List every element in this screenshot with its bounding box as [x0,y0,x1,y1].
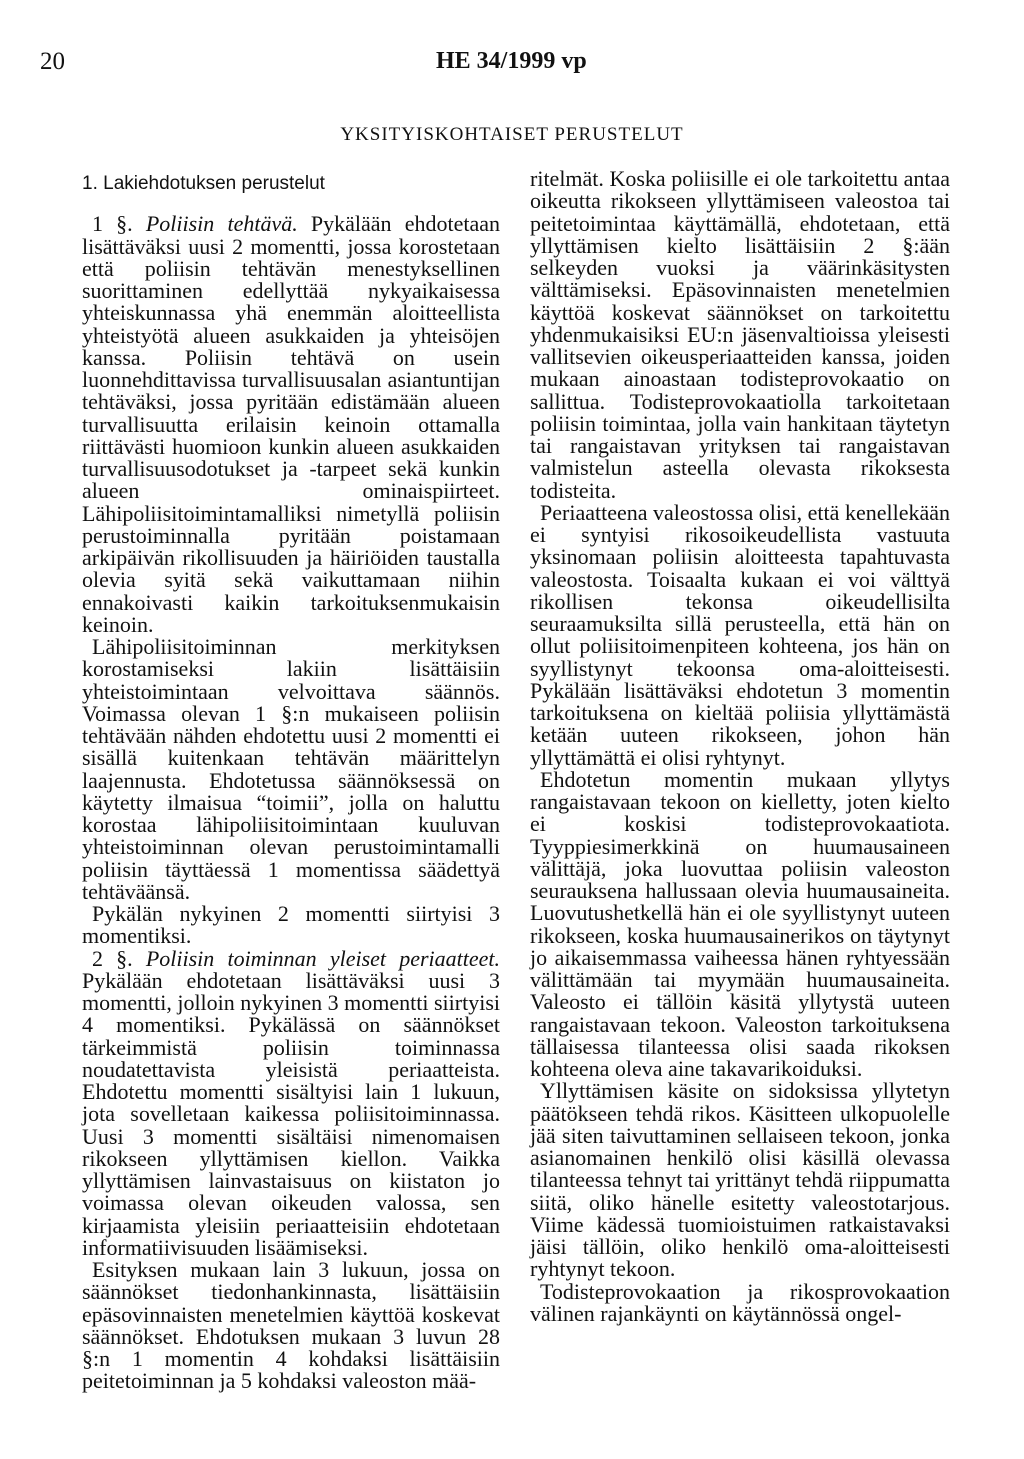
right-column [530,168,950,1325]
page-number: 20 [40,48,65,75]
paragraph: Lähipoliisitoiminnan merkityksen korostamiseksi lakiin lisättäisiin yhteistoimintaan velvoittava säännös. Voimassa olevan 1 §:n mukaiseen poliisin tehtävään nähden ehdotettu uusi 2 momentti ei sisällä kuitenkaan tehtävän määrittelyn laajennusta. Ehdotetussa säännöksessä on käytetty ilmaisua “toimii”, jolla on haluttu korostaa lähipoliisitoimintaan kuuluvan yhteistoiminnan olevan perustoimintamalli poliisin täyttäessä 1 momentissa säädettyä tehtäväänsä. [82,634,500,904]
section-number: 2 §. [92,945,133,971]
paragraph: ritelmät. Koska poliisille ei ole tarkoitettu antaa oikeutta rikokseen yllyttämiseen valeostoa tai peitetoimintaa käyttämällä, ehdotetaan, että yllyttämisen kielto lisättäisiin 2 §:ään selkeyden vuoksi ja väärinkäsitysten välttämiseksi. Epäsovinnaisten menetelmien käyttöä koskevat säännökset on tarkoitettu yhdenmukaisiksi EU:n jäsenvaltioissa yleisesti vallitsevien oikeusperiaatteiden kanssa, joiden mukaan ainoastaan todisteprovokaatio on sallittua. Todisteprovokaatiolla tarkoitetaan poliisin toimintaa, jolla vain hankitaan täytetyn tai rangaistavan yrityksen tai rangaistavan valmistelun asteella olevasta rikoksesta todisteita. [530,166,950,503]
paragraph-body: Pykälään ehdotetaan lisättäväksi uusi 3 momentti, jolloin nykyinen 3 momentti siirtyisi 4 momentiksi. Pykälässä on säännökset tärkeimmistä poliisin toiminnassa noudatettavista yleisistä periaatteista. Ehdotettu momentti sisältyisi lain 1 lukuun, jota sovelletaan kaikessa poliisitoiminnassa. Uusi 3 momentti sisältäisi nimenomaisen rikokseen yllyttämisen kiellon. Vaikka yllyttämisen lainvastaisuus on kiistaton jo voimassa olevan oikeuden valossa, sen kirjaamista yleisiin periaatteisiin ehdotetaan informatiivisuuden lisäämiseksi. [82,967,500,1260]
subheading: 1. Lakiehdotuksen perustelut [82,173,325,194]
section-title-italic: Poliisin toiminnan yleiset periaatteet. [145,945,501,971]
left-column [82,168,500,1393]
section-title-italic: Poliisin tehtävä. [145,211,298,237]
paragraph [82,213,500,636]
document-id: HE 34/1999 vp [436,48,587,74]
paragraph: Pykälän nykyinen 2 momentti siirtyisi 3 momentiksi. [82,901,500,949]
paragraph: Todisteprovokaation ja rikosprovokaation välinen rajankäynti on käytännössä ongel- [530,1278,950,1326]
paragraph [82,945,501,1260]
paragraph-body: Pykälään ehdotetaan lisättäväksi uusi 2 momentti, jossa korostetaan että poliisin tehtävän menestyksellinen suorittaminen edellyttää nykyaikaisessa yhteiskunnassa yhä enemmän aloitteellista yhteistyötä alueen asukkaiden ja yhteisöjen kanssa. Poliisin tehtävä on usein luonnehdittavissa turvallisuusalan asiantuntijan tehtäväksi, jossa pyritään edistämään alueen turvallisuutta erilaisin keinoin ottamalla riittävästi huomioon kunkin alueen asukkaiden turvallisuusodotukset ja -tarpeet sekä kunkin alueen ominaispiirteet. Lähipoliisitoimintamalliksi nimetyllä poliisin perustoiminnalla pyritään poistamaan arkipäivän rikollisuuden ja häiriöiden taustalla olevia syitä sekä vaikuttamaan niihin ennakoivasti kaikin tarkoituksenmukaisin keinoin. [82,211,500,637]
paragraph: Periaatteena valeostossa olisi, että kenellekään ei syntyisi rikosoikeudellista vastuuta yksinomaan poliisin aloitteesta tapahtuvasta valeostosta. Toisaalta kukaan ei voi välttyä rikollisen tekonsa oikeudellisilta seuraamuksilta sillä perusteella, että hän on ollut poliisitoimenpiteen kohteena, jos hän on syyllistynyt tekoonsa oma-aloitteisesti. Pykälään lisättäväksi ehdotetun 3 momentin tarkoituksena on kieltää poliisia yllyttämästä ketään uuteen rikokseen, johon hän yllyttämättä ei olisi ryhtynyt. [530,499,950,770]
section-title: YKSITYISKOHTAISET PERUSTELUT [340,124,684,145]
paragraph: Yllyttämisen käsite on sidoksissa yllytetyn päätökseen tehdä rikos. Käsitteen ulkopuolelle jää siten taivuttaminen sellaiseen tekoon, jonka asianomainen henkilö olisi käsillä olevassa tilanteessa tehnyt tai yrittänyt tehdä riippumatta siitä, oliko hänelle esitetty valeostotarjous. Viime kädessä tuomioistuimen ratkaistavaksi jäisi tällöin, oliko henkilö oma-aloitteisesti ryhtynyt tekoon. [530,1078,950,1282]
paragraph: Esityksen mukaan lain 3 lukuun, jossa on säännökset tiedonhankinnasta, lisättäisiin epäsovinnaisten menetelmien käyttöä koskevat säännökset. Ehdotuksen mukaan 3 luvun 28 §:n 1 momentin 4 kohdaksi lisättäisiin peitetoiminnan ja 5 kohdaksi valeoston mää- [82,1257,500,1394]
paragraph: Ehdotetun momentin mukaan yllytys rangaistavaan tekoon on kielletty, joten kielto ei koskisi todisteprovokaatiota. Tyyppiesimerkkinä on huumausaineen välittäjä, joka luovuttaa poliisin valeoston seurauksena hallussaan olevia huumausaineita. Luovutushetkellä hän ei ole syyllistynyt uuteen rikokseen, koska huumausainerikos on täytynyt jo aikaisemmassa vaiheessa hänen ryhtyessään välittämään tai myymään huumausaineita. Valeosto ei tällöin käsitä yllytystä uuteen rangaistavaan tekoon. Valeoston tarkoituksena tällaisessa tilanteessa olisi saada rikoksen kohteena oleva aine takavarikoiduksi. [530,766,950,1081]
section-number: 1 §. [92,211,133,237]
